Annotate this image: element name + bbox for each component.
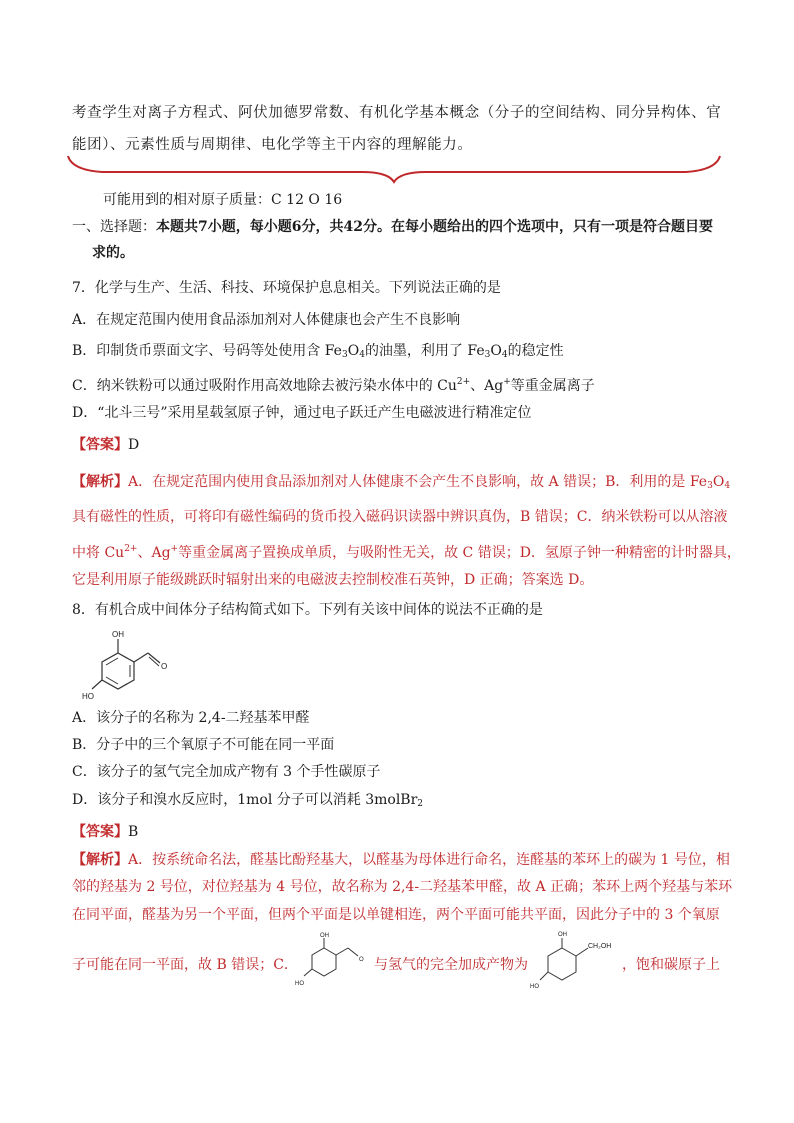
molecule-inline-aldehyde [294,930,380,992]
q7-answer [72,435,139,455]
q8-analysis-line-1: 【解析】A．按系统命名法，醛基比酚羟基大，以醛基为母体进行命名，连醛基的苯环上的碳为 1 号位，相 [72,852,730,868]
q7-analysis-line-3: 中将 $Cu^{2+}$、Ag+等重金属离子置换成单质，与吸附性无关，故 C 错误；D．氢原子钟一种精密的计时器具， [72,544,741,561]
q8-analysis-line-4c: ，饱和碳原子上 [622,957,720,973]
answer-value: D [128,437,140,453]
section-header [72,217,713,237]
answer-label: 【答案】 [72,437,128,453]
q7-option-b: B．印制货币票面文字、号码等处使用含 $Fe_3O_4$的油墨，利用了 $Fe_3O_4$的稳定性 [72,343,564,360]
intro-line-2: 能团）、元素性质与周期律、电化学等主干内容的理解能力。 [72,137,473,153]
svg-text:HO: HO [530,984,539,990]
q7-stem: 7．化学与生产、生活、科技、环境保护息息相关。下列说法正确的是 [72,280,501,296]
q8-option-a: A．该分子的名称为 2,4-二羟基苯甲醛 [72,710,310,726]
svg-text:OH: OH [558,932,567,938]
atomic-masses: 可能用到的相对原子质量：C 12 O 16 [103,192,343,208]
section-header-title: 一、选择题： [72,219,156,235]
svg-text:CH₂OH: CH₂OH [588,943,612,950]
q8-stem: 8．有机合成中间体分子结构简式如下。下列有关该中间体的说法不正确的是 [72,602,543,618]
q8-analysis-line-2: 邻的羟基为 2 号位，对位羟基为 4 号位，故名称为 2,4-二羟基苯甲醛，故 A 正确；苯环上两个羟基与苯环 [72,879,733,895]
molecule-hydrogenated-product [528,926,624,992]
curly-brace-decoration [62,150,726,186]
svg-text:HO: HO [295,981,304,987]
answer-label: 【答案】 [72,824,128,840]
q7-analysis-line-1: 【解析】A．在规定范围内使用食品添加剂对人体健康不会产生不良影响，故 A 错误；B．利用的是 $Fe_3O_4$ [72,474,731,491]
q7-analysis-line-2: 具有磁性的性质，可将印有磁性编码的货币投入磁码识读器中辨识真伪，B 错误；C．纳米铁粉可以从溶液 [72,509,728,525]
svg-text:O: O [161,662,168,671]
q7-analysis-line-4: 它是利用原子能级跳跃时辐射出来的电磁波去控制校准石英钟，D 正确；答案选 D。 [72,572,594,588]
q8-option-b: B．分子中的三个氧原子不可能在同一平面 [72,737,335,753]
section-header-text: 本题共7小题，每小题6分，共42分。在每小题给出的四个选项中，只有一项是符合题目要 [156,219,713,235]
q7-option-d: D．“北斗三号”采用星载氢原子钟，通过电子跃迁产生电磁波进行精准定位 [72,405,532,421]
q8-analysis-line-3: 在同平面，醛基为另一个平面，但两个平面是以单键相连，两个平面可能共平面，因此分子中的 3 个氧原 [72,907,720,923]
q7-option-c: C．纳米铁粉可以通过吸附作用高效地除去被污染水体中的 $Cu^{2+}$、Ag+等重金属离子 [72,377,595,394]
answer-value: B [128,824,139,840]
svg-text:HO: HO [82,692,94,701]
q8-answer [72,822,138,842]
q8-analysis-line-4b: 与氢气的完全加成产物为 [374,957,528,973]
q8-analysis-line-4a: 子可能在同一平面，故 B 错误；C． [72,957,298,973]
q8-option-c: C．该分子的氢气完全加成产物有 3 个手性碳原子 [72,764,381,780]
svg-text:O: O [359,957,364,963]
svg-text:OH: OH [320,933,329,939]
svg-text:OH: OH [112,630,124,639]
molecule-dihydroxybenzaldehyde [80,625,190,705]
q7-option-a: A．在规定范围内使用食品添加剂对人体健康也会产生不良影响 [72,312,461,328]
intro-line-1: 考查学生对离子方程式、阿伏加德罗常数、有机化学基本概念（分子的空间结构、同分异构体、官 [72,105,722,121]
section-header-line-2: 求的。 [92,245,134,261]
q8-option-d: D．该分子和溴水反应时，1mol 分子可以消耗 3molBr$_2$ [72,792,424,809]
